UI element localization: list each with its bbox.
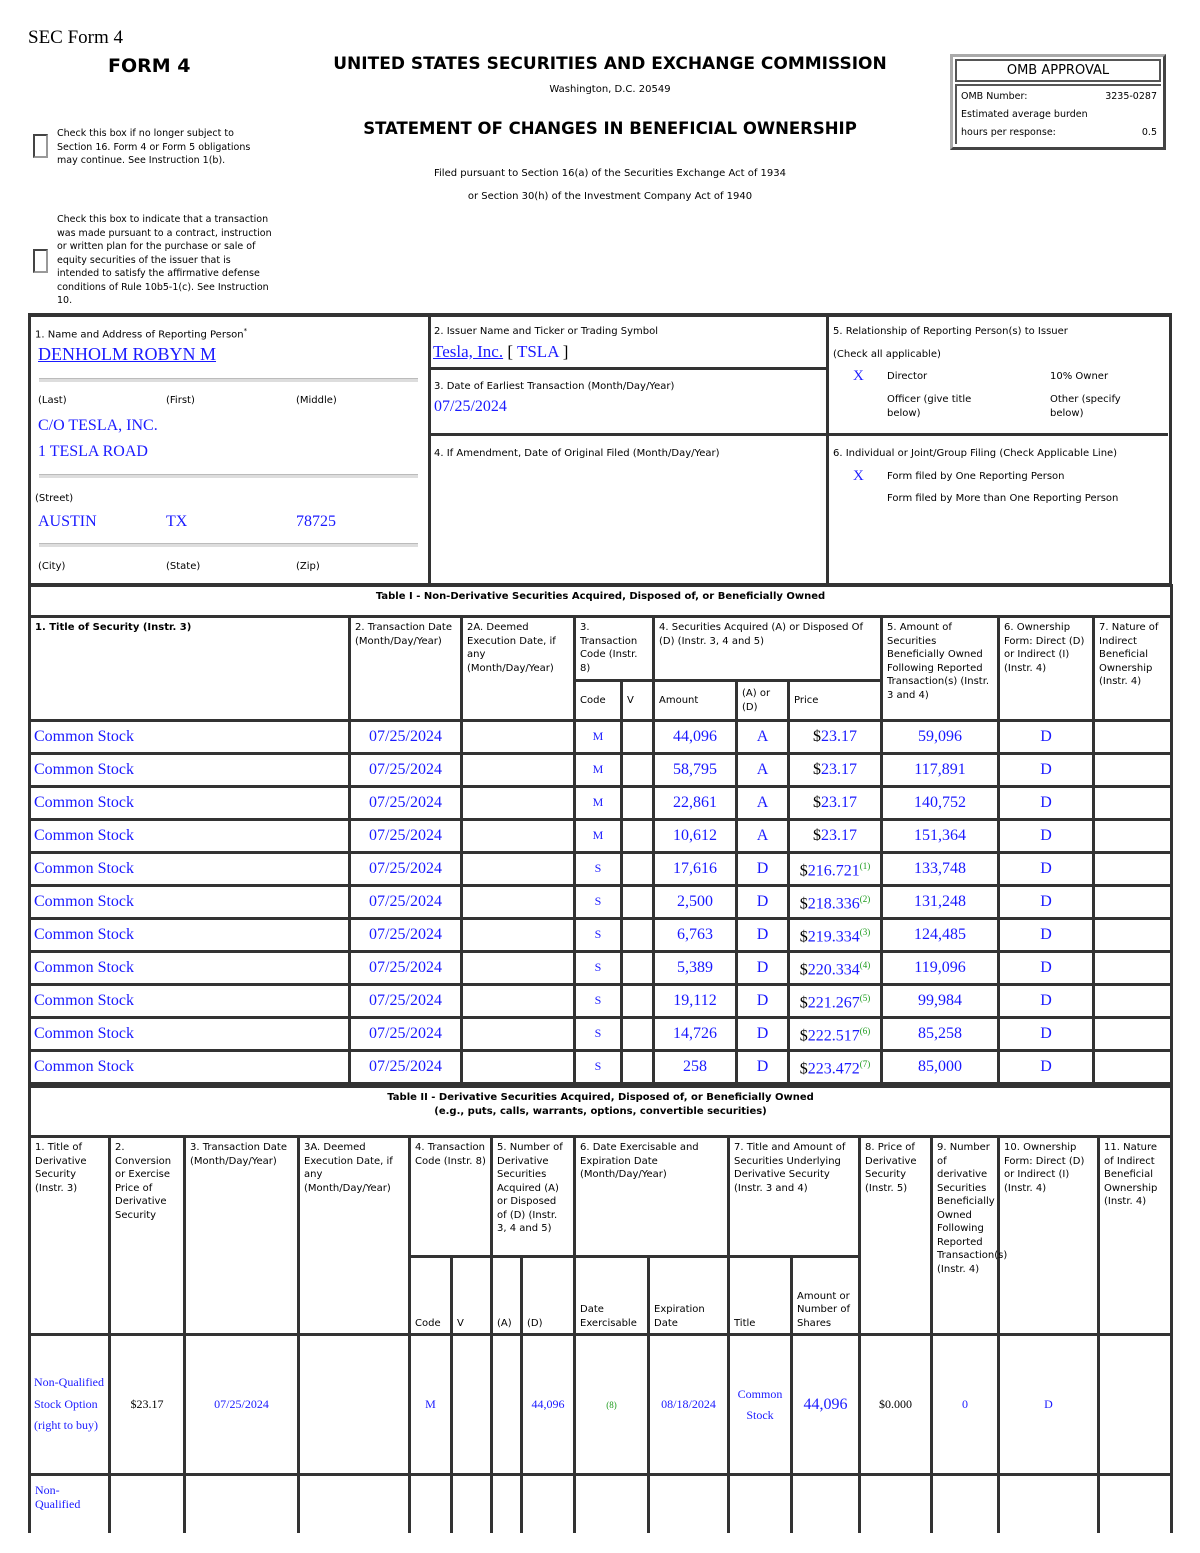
footnote-8[interactable]: (8)	[606, 1399, 617, 1410]
transaction-date: 07/25/2024	[350, 721, 462, 754]
reporting-person-name-link[interactable]: DENHOLM ROBYN M	[38, 344, 217, 364]
ownership-form: D	[999, 886, 1094, 919]
transaction-code: M	[575, 787, 622, 820]
address-line-1: C/O TESLA, INC.	[38, 417, 158, 434]
empty-cell	[622, 919, 654, 952]
transaction-code: M	[410, 1335, 452, 1475]
box-5-label: 5. Relationship of Reporting Person(s) to Issuer	[833, 326, 1068, 337]
transaction-date: 07/25/2024	[350, 820, 462, 853]
footnote-marker: *	[243, 327, 248, 335]
box-1-label: 1. Name and Address of Reporting Person	[35, 329, 244, 341]
empty-cell	[1094, 1018, 1172, 1051]
derivative-price: $0.000	[860, 1335, 932, 1475]
checkbox-1-label: Check this box if no longer subject to Section 16. Form 4 or Form 5 obligations may continue. See Instruction 1(b).	[57, 128, 251, 166]
director-check-mark: X	[853, 368, 864, 384]
amount-owned: 117,891	[882, 754, 999, 787]
earliest-transaction-date: 07/25/2024	[434, 398, 507, 415]
transaction-code: M	[575, 721, 622, 754]
acquired-disposed: A	[737, 787, 789, 820]
ownership-form: D	[999, 721, 1094, 754]
t1-header-code: 3. Transaction Code (Instr. 8)	[575, 617, 654, 681]
empty-cell	[622, 952, 654, 985]
amount: 10,612	[654, 820, 737, 853]
check-all-label: (Check all applicable)	[833, 349, 941, 360]
transaction-date: 07/25/2024	[350, 853, 462, 886]
security-title-link[interactable]: Common Stock	[30, 985, 350, 1018]
empty-cell	[462, 721, 575, 754]
acquired-disposed: D	[737, 1018, 789, 1051]
ownership-form: D	[999, 985, 1094, 1018]
t2-header-owned: 9. Number of derivative Securities Beneficially Owned Following Reported Transaction(s) (Instr. 4)	[932, 1137, 999, 1335]
empty-cell	[1094, 721, 1172, 754]
price: $223.472$^{(7)}$	[789, 1051, 882, 1084]
empty-cell	[622, 853, 654, 886]
transaction-code: S	[575, 886, 622, 919]
security-title-link[interactable]: Common Stock	[30, 853, 350, 886]
empty-cell	[462, 985, 575, 1018]
table-1-row	[30, 1051, 1172, 1084]
derivative-title: Non-Qualified	[30, 1475, 110, 1545]
acquired-disposed: D	[737, 985, 789, 1018]
t2-header-underlying: 7. Title and Amount of Securities Underlying Derivative Security (Instr. 3 and 4)	[729, 1137, 860, 1257]
t2-header-title: 1. Title of Derivative Security (Instr. 3)	[30, 1137, 110, 1335]
empty-cell	[622, 754, 654, 787]
empty-cell	[1094, 952, 1172, 985]
empty-cell	[462, 1051, 575, 1084]
price-value: 216.721	[807, 862, 860, 880]
amount: 6,763	[654, 919, 737, 952]
officer-label: Officer (give title below)	[887, 394, 972, 419]
form-title: FORM 4	[108, 55, 191, 77]
price-value: 222.517	[807, 1027, 860, 1045]
acquired-disposed: A	[737, 820, 789, 853]
amount-owned: 131,248	[882, 886, 999, 919]
t1-subheader-price: Price	[789, 681, 882, 721]
footnote-marker[interactable]: (5)	[859, 993, 871, 1004]
t2-subheader-a: (A)	[492, 1257, 522, 1335]
t1-subheader-amount: Amount	[654, 681, 737, 721]
amount-owned: 99,984	[882, 985, 999, 1018]
empty-cell	[462, 1018, 575, 1051]
transaction-date: 07/25/2024	[350, 985, 462, 1018]
ownership-form: D	[999, 1335, 1099, 1475]
derivatives-owned: 0	[932, 1335, 999, 1475]
amount-owned: 59,096	[882, 721, 999, 754]
price: $221.267$^{(5)}$	[789, 985, 882, 1018]
amount: 5,389	[654, 952, 737, 985]
table-2-title: Table II - Derivative Securities Acquired, Disposed of, or Beneficially Owned	[387, 1092, 814, 1103]
t2-header-price: 8. Price of Derivative Security (Instr. 5)	[860, 1137, 932, 1335]
no-longer-subject-checkbox[interactable]	[33, 134, 48, 158]
price-value: 23.17	[821, 761, 857, 779]
doc-label: SEC Form 4	[28, 27, 124, 48]
amount: 22,861	[654, 787, 737, 820]
price-value: 218.336	[807, 895, 860, 913]
footnote-marker[interactable]: (1)	[859, 861, 871, 872]
state-value: TX	[166, 513, 188, 530]
price: $23.17	[789, 721, 882, 754]
box-6-label: 6. Individual or Joint/Group Filing (Check Applicable Line)	[833, 448, 1118, 459]
t1-header-acquired-disposed: 4. Securities Acquired (A) or Disposed Of (D) (Instr. 3, 4 and 5)	[654, 617, 882, 681]
price-value: 220.334	[807, 961, 860, 979]
footnote-marker[interactable]: (7)	[859, 1059, 871, 1070]
amount: 58,795	[654, 754, 737, 787]
t1-subheader-ad: (A) or (D)	[737, 681, 789, 721]
transaction-date: 07/25/2024	[350, 1018, 462, 1051]
ticker-bracket-close: ]	[562, 342, 569, 361]
underlying-title: Common Stock	[729, 1335, 792, 1475]
acquired-disposed: D	[737, 853, 789, 886]
security-title-link[interactable]: Common Stock	[30, 1018, 350, 1051]
table-2-subtitle: (e.g., puts, calls, warrants, options, convertible securities)	[434, 1105, 767, 1117]
issuer-name-link[interactable]: Tesla, Inc.	[433, 342, 504, 361]
empty-cell	[622, 1051, 654, 1084]
price: $222.517$^{(6)}$	[789, 1018, 882, 1051]
empty-cell	[462, 820, 575, 853]
acquired-disposed: D	[737, 1051, 789, 1084]
t1-subheader-v: V	[622, 681, 654, 721]
city-label: (City)	[38, 561, 66, 572]
last-label: (Last)	[38, 395, 67, 406]
city-value: AUSTIN	[38, 513, 97, 530]
filed-line-1: Filed pursuant to Section 16(a) of the Securities Exchange Act of 1934	[434, 168, 786, 179]
transaction-date: 07/25/2024	[350, 787, 462, 820]
transaction-code: M	[575, 754, 622, 787]
amount-owned: 151,364	[882, 820, 999, 853]
t2-subheader-title: Title	[729, 1257, 792, 1335]
derivative-title: Non-Qualified Stock Option (right to buy)	[30, 1335, 110, 1475]
price: $23.17	[789, 787, 882, 820]
zip-value: 78725	[296, 513, 336, 530]
ownership-form: D	[999, 1018, 1094, 1051]
empty-cell	[622, 820, 654, 853]
table-1-row	[30, 1018, 1172, 1051]
acquired-disposed: D	[737, 919, 789, 952]
transaction-date: 07/25/2024	[350, 919, 462, 952]
transaction-date: 07/25/2024	[185, 1335, 299, 1475]
security-title-link[interactable]: Common Stock	[30, 952, 350, 985]
security-title-link[interactable]: Common Stock	[30, 787, 350, 820]
checkbox-2-label: Check this box to indicate that a transaction was made pursuant to a contract, instruction or written plan for the purchase or sale of equity securities of the issuer that is intended to satisfy the affirmative defense conditions of Rule 10b5-1(c). See Instruction 10.	[57, 214, 272, 306]
ownership-form: D	[999, 787, 1094, 820]
table-1-row	[30, 952, 1172, 985]
empty-cell	[1094, 919, 1172, 952]
empty-cell	[1094, 754, 1172, 787]
table-1-row	[30, 787, 1172, 820]
price-value: 221.267	[807, 994, 860, 1012]
agency-title: UNITED STATES SECURITIES AND EXCHANGE COMMISSION	[333, 54, 887, 74]
amount: 44,096	[654, 721, 737, 754]
transaction-code: S	[575, 853, 622, 886]
empty-cell	[1094, 1051, 1172, 1084]
street-label: (Street)	[35, 493, 74, 504]
table-1-row	[30, 754, 1172, 787]
security-title-link[interactable]: Common Stock	[30, 1051, 350, 1084]
ownership-form: D	[999, 754, 1094, 787]
price-value: 23.17	[821, 794, 857, 812]
acquired-disposed: D	[737, 886, 789, 919]
empty-cell	[622, 787, 654, 820]
director-label: Director	[887, 371, 928, 382]
table-1-row	[30, 853, 1172, 886]
rule-10b5-checkbox[interactable]	[33, 249, 48, 273]
box-3-label: 3. Date of Earliest Transaction (Month/Day/Year)	[434, 381, 675, 392]
ownership-form: D	[999, 853, 1094, 886]
empty-cell	[1094, 787, 1172, 820]
transaction-code: S	[575, 985, 622, 1018]
table-2-derivative	[28, 1085, 1173, 1546]
table-2-row	[30, 1335, 1172, 1475]
disposed-amount: 44,096	[522, 1335, 575, 1475]
ticker-bracket-open: [	[507, 342, 514, 361]
amount-owned: 85,000	[882, 1051, 999, 1084]
empty-cell	[1094, 853, 1172, 886]
location: Washington, D.C. 20549	[549, 84, 671, 95]
underlying-amount: 44,096	[792, 1335, 860, 1475]
empty-cell	[462, 754, 575, 787]
transaction-code: S	[575, 952, 622, 985]
transaction-code: S	[575, 1018, 622, 1051]
empty-cell	[462, 886, 575, 919]
footnote-marker[interactable]: (2)	[859, 894, 871, 905]
table-1-non-derivative	[28, 584, 1173, 1085]
acquired-disposed: A	[737, 721, 789, 754]
t1-header-nature: 7. Nature of Indirect Beneficial Ownership (Instr. 4)	[1094, 617, 1172, 721]
t1-header-ownership-form: 6. Ownership Form: Direct (D) or Indirect (I) (Instr. 4)	[999, 617, 1094, 721]
one-reporting-person-label: Form filed by One Reporting Person	[887, 471, 1065, 482]
acquired-disposed: D	[737, 952, 789, 985]
empty-cell	[622, 1018, 654, 1051]
empty-cell	[462, 853, 575, 886]
t2-header-code: 4. Transaction Code (Instr. 8)	[410, 1137, 492, 1257]
middle-label: (Middle)	[296, 395, 337, 406]
empty-cell	[462, 787, 575, 820]
empty-cell	[622, 721, 654, 754]
t1-header-title: 1. Title of Security (Instr. 3)	[30, 617, 350, 721]
price: $23.17	[789, 754, 882, 787]
t2-header-deemed-date: 3A. Deemed Execution Date, if any (Month/Day/Year)	[299, 1137, 410, 1335]
t2-subheader-expiration: Expiration Date	[649, 1257, 729, 1335]
security-title-link[interactable]: Common Stock	[30, 886, 350, 919]
statement-title: STATEMENT OF CHANGES IN BENEFICIAL OWNERSHIP	[363, 119, 857, 138]
empty-cell	[1094, 886, 1172, 919]
one-person-check-mark: X	[853, 468, 864, 484]
other-label: Other (specify below)	[1050, 394, 1121, 419]
amount: 258	[654, 1051, 737, 1084]
empty-cell	[1094, 985, 1172, 1018]
omb-number: 3235-0287	[1105, 91, 1157, 102]
price: $23.17	[789, 820, 882, 853]
t2-subheader-exercisable: Date Exercisable	[575, 1257, 649, 1335]
price-value: 23.17	[821, 728, 857, 746]
security-title-link[interactable]: Common Stock	[30, 721, 350, 754]
price-value: 219.334	[807, 928, 860, 946]
t2-subheader-amount: Amount or Number of Shares	[792, 1257, 860, 1335]
table-1-row	[30, 721, 1172, 754]
footnote-marker[interactable]: (4)	[859, 960, 871, 971]
acquired-disposed: A	[737, 754, 789, 787]
multiple-reporting-persons-label: Form filed by More than One Reporting Person	[887, 493, 1119, 504]
box-1-reporting-person	[31, 316, 426, 580]
empty-cell	[622, 985, 654, 1018]
table-1-row	[30, 919, 1172, 952]
table-1-title: Table I - Non-Derivative Securities Acquired, Disposed of, or Beneficially Owned	[30, 586, 1172, 617]
empty-cell	[462, 952, 575, 985]
ownership-form: D	[999, 919, 1094, 952]
table-1-row	[30, 820, 1172, 853]
expiration-date: 08/18/2024	[649, 1335, 729, 1475]
empty-cell	[1094, 820, 1172, 853]
price: $220.334$^{(4)}$	[789, 952, 882, 985]
t2-subheader-d: (D)	[522, 1257, 575, 1335]
security-title-link[interactable]: Common Stock	[30, 919, 350, 952]
ownership-form: D	[999, 952, 1094, 985]
ownership-form: D	[999, 1051, 1094, 1084]
t1-header-amount-owned: 5. Amount of Securities Beneficially Owned Following Reported Transaction(s) (Instr. 3 and 4)	[882, 617, 999, 721]
omb-number-label: OMB Number:	[961, 91, 1028, 102]
amount-owned: 133,748	[882, 853, 999, 886]
transaction-date: 07/25/2024	[350, 1051, 462, 1084]
t2-subheader-code: Code	[410, 1257, 452, 1335]
box-4-label: 4. If Amendment, Date of Original Filed (Month/Day/Year)	[434, 448, 720, 459]
footnote-marker[interactable]: (6)	[859, 1026, 871, 1037]
amount: 17,616	[654, 853, 737, 886]
t2-header-ownership-form: 10. Ownership Form: Direct (D) or Indirect (I) (Instr. 4)	[999, 1137, 1099, 1335]
omb-burden-label: Estimated average burden	[961, 109, 1088, 120]
security-title-link[interactable]: Common Stock	[30, 820, 350, 853]
footnote-marker[interactable]: (3)	[859, 927, 871, 938]
price: $216.721$^{(1)}$	[789, 853, 882, 886]
t1-header-deemed-date: 2A. Deemed Execution Date, if any (Month/Day/Year)	[462, 617, 575, 721]
omb-hours-label: hours per response:	[961, 127, 1056, 138]
price-value: 23.17	[821, 827, 857, 845]
price-value: 223.472	[807, 1060, 860, 1078]
t2-header-number: 5. Number of Derivative Securities Acquired (A) or Disposed of (D) (Instr. 3, 4 and 5)	[492, 1137, 575, 1257]
transaction-code: S	[575, 1051, 622, 1084]
t2-header-conversion-price: 2. Conversion or Exercise Price of Derivative Security	[110, 1137, 185, 1335]
amount-owned: 124,485	[882, 919, 999, 952]
price: $218.336$^{(2)}$	[789, 886, 882, 919]
box-2-label: 2. Issuer Name and Ticker or Trading Symbol	[434, 326, 659, 337]
amount-owned: 140,752	[882, 787, 999, 820]
table-1-row	[30, 985, 1172, 1018]
t2-header-dates: 6. Date Exercisable and Expiration Date (Month/Day/Year)	[575, 1137, 729, 1257]
transaction-date: 07/25/2024	[350, 952, 462, 985]
first-label: (First)	[166, 395, 195, 406]
t2-header-nature: 11. Nature of Indirect Beneficial Ownership (Instr. 4)	[1099, 1137, 1172, 1335]
address-line-2: 1 TESLA ROAD	[38, 443, 148, 460]
transaction-date: 07/25/2024	[350, 886, 462, 919]
amount-owned: 85,258	[882, 1018, 999, 1051]
ten-percent-owner-label: 10% Owner	[1050, 371, 1109, 382]
transaction-code: M	[575, 820, 622, 853]
price: $219.334$^{(3)}$	[789, 919, 882, 952]
table-1-row	[30, 886, 1172, 919]
omb-approval-box	[950, 54, 1166, 150]
empty-cell	[622, 886, 654, 919]
ticker-symbol: TSLA	[516, 342, 559, 361]
amount: 2,500	[654, 886, 737, 919]
state-label: (State)	[166, 561, 201, 572]
conversion-price: $23.17	[110, 1335, 185, 1475]
ownership-form: D	[999, 820, 1094, 853]
omb-hours: 0.5	[1141, 127, 1157, 138]
amount: 19,112	[654, 985, 737, 1018]
t2-subheader-v: V	[452, 1257, 492, 1335]
omb-title: OMB APPROVAL	[955, 59, 1161, 82]
security-title-link[interactable]: Common Stock	[30, 754, 350, 787]
zip-label: (Zip)	[296, 561, 320, 572]
transaction-code: S	[575, 919, 622, 952]
filed-line-2: or Section 30(h) of the Investment Company Act of 1940	[467, 191, 753, 202]
empty-cell	[462, 919, 575, 952]
t2-header-date: 3. Transaction Date (Month/Day/Year)	[185, 1137, 299, 1335]
t1-header-date: 2. Transaction Date (Month/Day/Year)	[350, 617, 462, 721]
amount: 14,726	[654, 1018, 737, 1051]
transaction-date: 07/25/2024	[350, 754, 462, 787]
amount-owned: 119,096	[882, 952, 999, 985]
t1-subheader-code: Code	[575, 681, 622, 721]
